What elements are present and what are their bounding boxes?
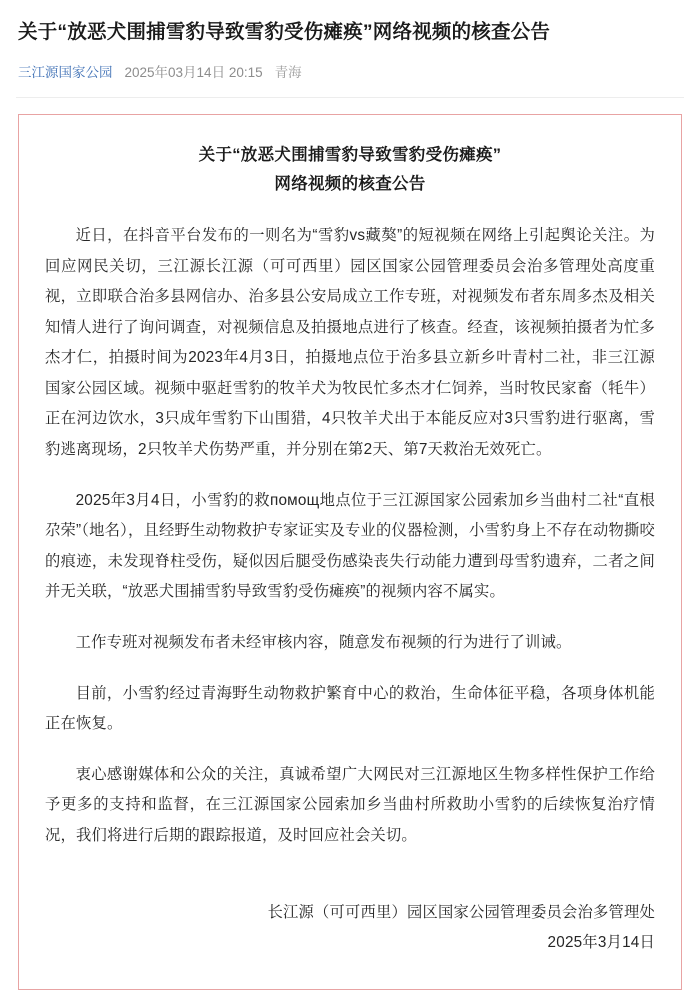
bottom-spacer [16, 990, 684, 1008]
notice-body [45, 221, 655, 852]
notice-sign-date: 2025年3月14日 [547, 934, 655, 952]
notice-title-line-2: 网络视频的核查公告 [274, 175, 426, 194]
notice-paragraph: 工作专班对视频发布者未经审核内容，随意发布视频的行为进行了训诫。 [75, 634, 572, 652]
source-link[interactable]: 三江源国家公园 [18, 65, 113, 81]
notice-title-line-1: 关于“放恶犬围捕雪豹导致雪豹受伤瘫痪” [198, 146, 502, 165]
notice-card [18, 114, 682, 990]
notice-paragraph: 近日，在抖音平台发布的一则名为“雪豹vs藏獒”的短视频在网络上引起舆论关注。为回应网民关切，三江源长江源（可可西里）园区国家公园管理委员会治多管理处高度重视，立即联合治多县网信办、治多县公安局成立工作专班，对视频发布者东周多杰及相关知情人进行了询问调查，对视频信息及拍摄地点进行了核查。经查，该视频拍摄者为忙多杰才仁，拍摄时间为2023年4月3日，拍摄地点位于治多县立新乡叶青村二社，非三江源国家公园区域。视频中驱赶雪豹的牧羊犬为牧民忙多杰才仁饲养，当时牧民家畜（牦牛）正在河边饮水，3只成年雪豹下山围猎，4只牧羊犬出于本能反应对3只雪豹进行驱离，雪豹逃离现场，2只牧羊犬伤势严重，并分别在第2天、第7天救治无效死亡。 [45, 226, 655, 459]
notice-title [45, 141, 655, 199]
publish-datetime: 2025年03月14日 20:15 [124, 65, 263, 81]
notice-paragraph: 目前，小雪豹经过青海野生动物救护繁育中心的救治，生命体征平稳，各项身体机能正在恢复。 [45, 684, 655, 733]
article-meta [18, 64, 684, 83]
header-divider [16, 97, 684, 98]
page-title: 关于“放恶犬围捕雪豹导致雪豹受伤瘫痪”网络视频的核查公告 [18, 21, 551, 43]
notice-signature: 长江源（可可西里）园区国家公园管理委员会治多管理处 [267, 903, 655, 921]
notice-paragraph: 衷心感谢媒体和公众的关注，真诚希望广大网民对三江源地区生物多样性保护工作给予更多的支持和监督，在三江源国家公园索加乡当曲村所救助小雪豹的后续恢复治疗情况，我们将进行后期的跟踪报道，及时回应社会关切。 [45, 765, 655, 844]
region-label: 青海 [274, 65, 302, 81]
notice-paragraph: 2025年3月4日，小雪豹的救помощ地点位于三江源国家公园索加乡当曲村二社“直根尕荣”（地名），且经野生动物救护专家证实及专业的仪器检测，小雪豹身上不存在动物撕咬的痕迹，未发现脊柱受伤，疑似因后腿受伤感染丧失行动能力遭到母雪豹遗弃，二者之间并无关联，“放恶犬围捕雪豹导致雪豹受伤瘫痪”的视频内容不属实。 [45, 491, 655, 601]
